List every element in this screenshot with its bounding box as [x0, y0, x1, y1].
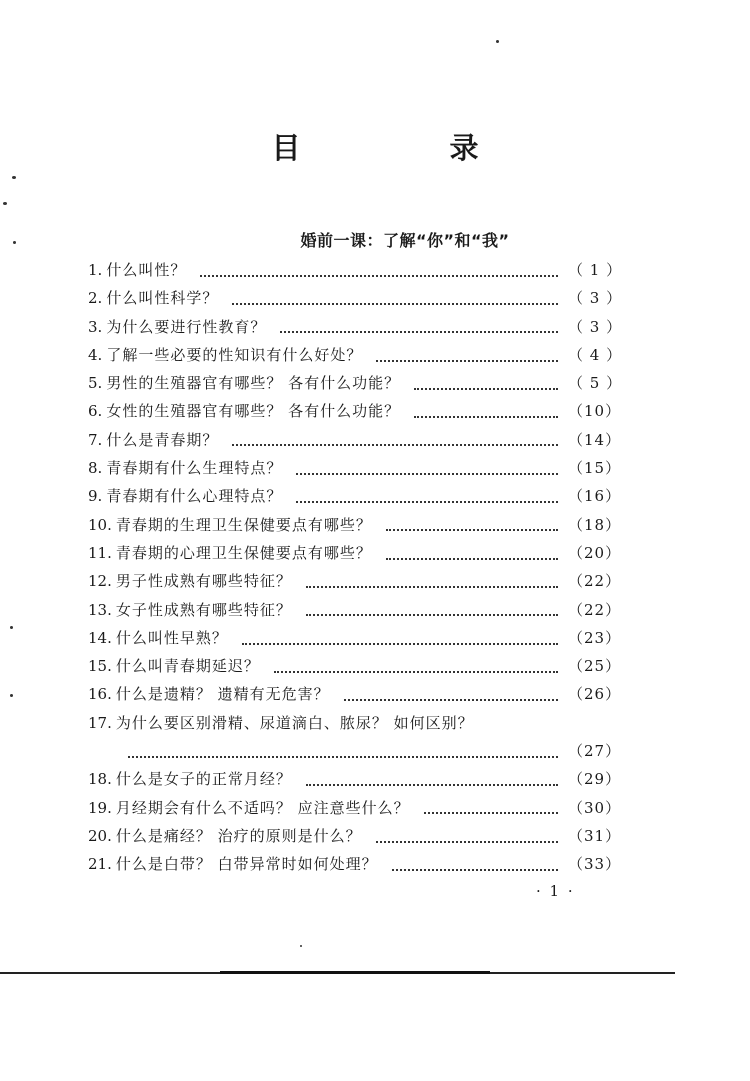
entry-title: 什么叫性？ — [106, 261, 187, 279]
entry-page: （ 4 ） — [568, 345, 623, 364]
entry-title: 青春期有什么生理特点？ — [106, 459, 283, 478]
toc-entry-continuation[interactable] — [88, 740, 622, 768]
dot-leader — [344, 698, 558, 701]
toc-entry[interactable] — [88, 372, 623, 400]
scan-speck — [3, 202, 7, 205]
entry-number: 12. — [88, 572, 112, 591]
page-title: 目 录 — [271, 131, 539, 165]
entry-number: 14. — [88, 628, 112, 647]
entry-number: 7. — [88, 430, 103, 449]
entry-title: 青春期的生理卫生保健要点有哪些？ — [115, 515, 372, 534]
entry-page: （20） — [568, 543, 622, 562]
entry-page: （29） — [568, 770, 622, 789]
entry-page: （30） — [568, 798, 622, 817]
dot-leader — [386, 528, 558, 531]
entry-number: 20. — [88, 826, 112, 845]
entry-title: 什么叫性早熟？ — [115, 628, 228, 647]
entry-number: 15. — [88, 657, 112, 676]
entry-number: 8. — [88, 459, 103, 478]
entry-page: （22） — [568, 600, 622, 619]
entry-title: 月经期会有什么不适吗？ 应注意些什么？ — [115, 798, 410, 817]
dot-leader — [296, 472, 558, 475]
scan-speck — [12, 176, 16, 179]
dot-leader — [376, 359, 558, 362]
entry-title: 女子性成熟有哪些特征？ — [115, 600, 292, 619]
toc-entry[interactable] — [88, 627, 622, 655]
entry-number: 4. — [88, 345, 103, 364]
entry-page: （14） — [568, 430, 622, 449]
entry-page: （ 3 ） — [568, 317, 623, 336]
scan-speck — [10, 626, 13, 629]
toc-entry[interactable] — [88, 259, 623, 287]
entry-page: （15） — [568, 459, 622, 478]
entry-number: 18. — [88, 770, 112, 789]
entry-title: 为什么要区别滑精、尿道滴白、脓尿？ 如何区别？ — [115, 713, 474, 732]
entry-number: 9. — [88, 487, 103, 506]
entry-page: （26） — [568, 685, 622, 704]
entry-page: （31） — [568, 826, 622, 845]
entry-number: 5. — [88, 374, 103, 393]
entry-number: 10. — [88, 515, 112, 534]
dot-leader — [376, 840, 558, 843]
toc-entry[interactable] — [88, 655, 622, 683]
entry-number: 19. — [88, 798, 112, 817]
toc-entry[interactable] — [88, 514, 622, 542]
entry-title: 什么是白带？ 白带异常时如何处理？ — [115, 855, 378, 874]
entry-page: （22） — [568, 572, 622, 591]
entry-title: 为什么要进行性教育？ — [106, 317, 267, 336]
entry-title: 青春期有什么心理特点？ — [106, 487, 283, 506]
entry-page: （23） — [568, 628, 622, 647]
toc-entry[interactable] — [88, 853, 622, 881]
toc-entry[interactable] — [88, 344, 623, 372]
entry-number: 1. — [88, 261, 103, 279]
entry-number: 16. — [88, 685, 112, 704]
dot-leader — [242, 642, 558, 645]
bottom-rule — [0, 972, 675, 974]
entry-page: （16） — [568, 487, 622, 506]
entry-page: （ 3 ） — [568, 289, 623, 308]
dot-leader — [414, 415, 558, 418]
scan-speck — [13, 241, 16, 244]
dot-leader — [232, 302, 558, 305]
entry-number: 11. — [88, 543, 112, 562]
toc-entry[interactable] — [88, 712, 608, 740]
toc-entry[interactable] — [88, 599, 622, 627]
entry-number: 6. — [88, 402, 103, 421]
entry-number: 17. — [88, 713, 112, 732]
entry-number: 21. — [88, 855, 112, 874]
entry-number: 2. — [88, 289, 103, 308]
toc-entry[interactable] — [88, 287, 623, 315]
entry-page: （18） — [568, 515, 622, 534]
entry-title: 女性的生殖器官有哪些？ 各有什么功能？ — [106, 402, 401, 421]
dot-leader — [424, 811, 558, 814]
dot-leader — [200, 274, 558, 277]
entry-page: （25） — [568, 657, 622, 676]
entry-title: 什么是遗精？ 遗精有无危害？ — [115, 685, 330, 704]
entry-number: 3. — [88, 317, 103, 336]
scan-speck — [10, 694, 13, 697]
entry-title: 什么是青春期？ — [106, 430, 219, 449]
dot-leader — [414, 387, 558, 390]
entry-title: 了解一些必要的性知识有什么好处？ — [106, 345, 363, 364]
toc-entry[interactable] — [88, 429, 622, 457]
entry-title: 什么叫性科学？ — [106, 289, 219, 308]
page-number: · 1 · — [536, 882, 575, 900]
entry-page: （27） — [568, 742, 622, 761]
dot-leader — [128, 755, 558, 758]
dot-leader — [386, 557, 558, 560]
entry-number: 13. — [88, 600, 112, 619]
entry-title: 男性的生殖器官有哪些？ 各有什么功能？ — [106, 374, 401, 393]
entry-title: 青春期的心理卫生保健要点有哪些？ — [115, 543, 372, 562]
scan-speck — [496, 40, 499, 43]
dot-leader — [274, 670, 558, 673]
entry-title: 什么是痛经？ 治疗的原则是什么？ — [115, 826, 362, 845]
scan-speck — [300, 945, 302, 947]
entry-page: （10） — [568, 402, 622, 421]
toc-entry[interactable] — [88, 542, 622, 570]
toc-entry[interactable] — [88, 768, 622, 796]
toc-entry[interactable] — [88, 485, 622, 513]
entry-title: 男子性成熟有哪些特征？ — [115, 572, 292, 591]
entry-page: （ 5 ） — [568, 374, 623, 393]
entry-title: 什么叫青春期延迟？ — [115, 657, 260, 676]
dot-leader — [306, 783, 558, 786]
dot-leader — [280, 330, 558, 333]
section-heading: 婚前一课：了解“你”和“我” — [300, 231, 510, 250]
toc-entry[interactable] — [88, 825, 622, 853]
toc-entry[interactable] — [88, 797, 622, 825]
toc-entry[interactable] — [88, 316, 623, 344]
toc-entry[interactable] — [88, 457, 622, 485]
dot-leader — [392, 868, 558, 871]
toc-entry[interactable] — [88, 570, 622, 598]
dot-leader — [306, 585, 558, 588]
dot-leader — [306, 613, 558, 616]
dot-leader — [296, 500, 558, 503]
entry-page: （ 1 ） — [568, 261, 623, 279]
toc-entry[interactable] — [88, 400, 622, 428]
table-of-contents — [88, 259, 623, 882]
toc-entry[interactable] — [88, 683, 622, 711]
entry-title: 什么是女子的正常月经？ — [115, 770, 292, 789]
entry-page: （33） — [568, 855, 622, 874]
dot-leader — [232, 443, 558, 446]
